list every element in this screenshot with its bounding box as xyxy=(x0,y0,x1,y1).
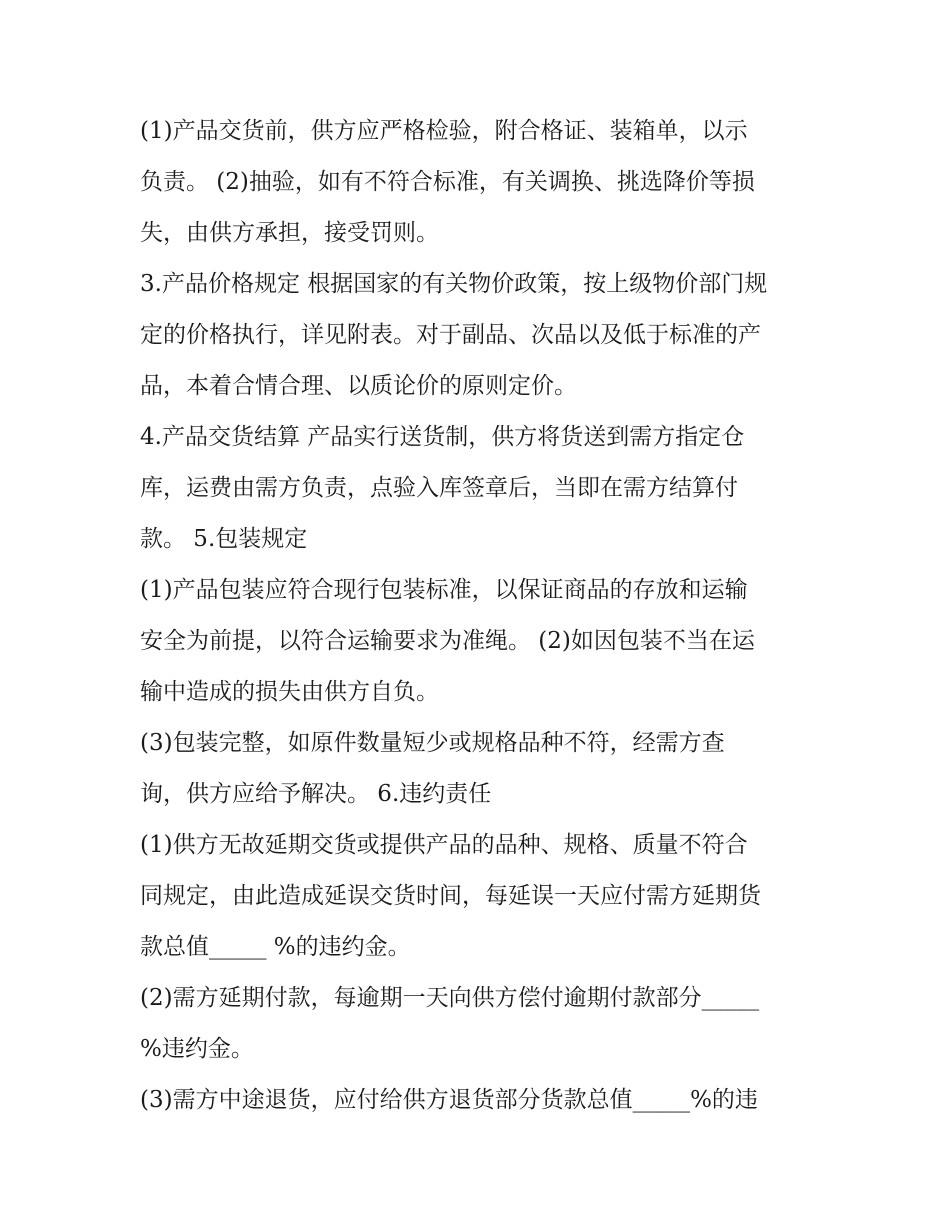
text-line: 款总值_____ %的违约金。 xyxy=(140,934,411,960)
text-line: (1)产品交货前，供方应严格检验，附合格证、装箱单，以示 xyxy=(140,118,748,144)
text-line: 库，运费由需方负责，点验入库签章后，当即在需方结算付 xyxy=(140,475,738,501)
text-line: 负责。 (2)抽验，如有不符合标准，有关调换、挑选降价等损 xyxy=(140,169,755,195)
text-line: %违约金。 xyxy=(140,1036,254,1062)
text-line: (1)供方无故延期交货或提供产品的品种、规格、质量不符合 xyxy=(140,832,748,858)
text-line: (2)需方延期付款，每逾期一天向供方偿付逾期付款部分_____ xyxy=(140,985,760,1011)
text-line: 4.产品交货结算 产品实行送货制，供方将货送到需方指定仓 xyxy=(140,424,745,450)
text-line: (3)需方中途退货，应付给供方退货部分货款总值_____%的违 xyxy=(140,1087,758,1113)
text-line: 同规定，由此造成延误交货时间，每延误一天应付需方延期货 xyxy=(140,883,761,909)
text-line: 品，本着合情合理、以质论价的原则定价。 xyxy=(140,373,577,399)
text-line: (3)包装完整，如原件数量短少或规格品种不符，经需方查 xyxy=(140,730,725,756)
text-line: (1)产品包装应符合现行包装标准，以保证商品的存放和运输 xyxy=(140,577,748,603)
text-line: 3.产品价格规定 根据国家的有关物价政策，按上级物价部门规 xyxy=(140,271,768,297)
text-line: 输中造成的损失由供方自负。 xyxy=(140,679,439,705)
text-line: 安全为前提，以符合运输要求为准绳。 (2)如因包装不当在运 xyxy=(140,628,755,654)
text-line: 定的价格执行，详见附表。对于副品、次品以及低于标准的产 xyxy=(140,322,761,348)
text-line: 款。 5.包装规定 xyxy=(140,526,308,552)
text-line: 询，供方应给予解决。 6.违约责任 xyxy=(140,781,492,807)
document-body xyxy=(140,106,820,1126)
text-line: 失，由供方承担，接受罚则。 xyxy=(140,220,439,246)
